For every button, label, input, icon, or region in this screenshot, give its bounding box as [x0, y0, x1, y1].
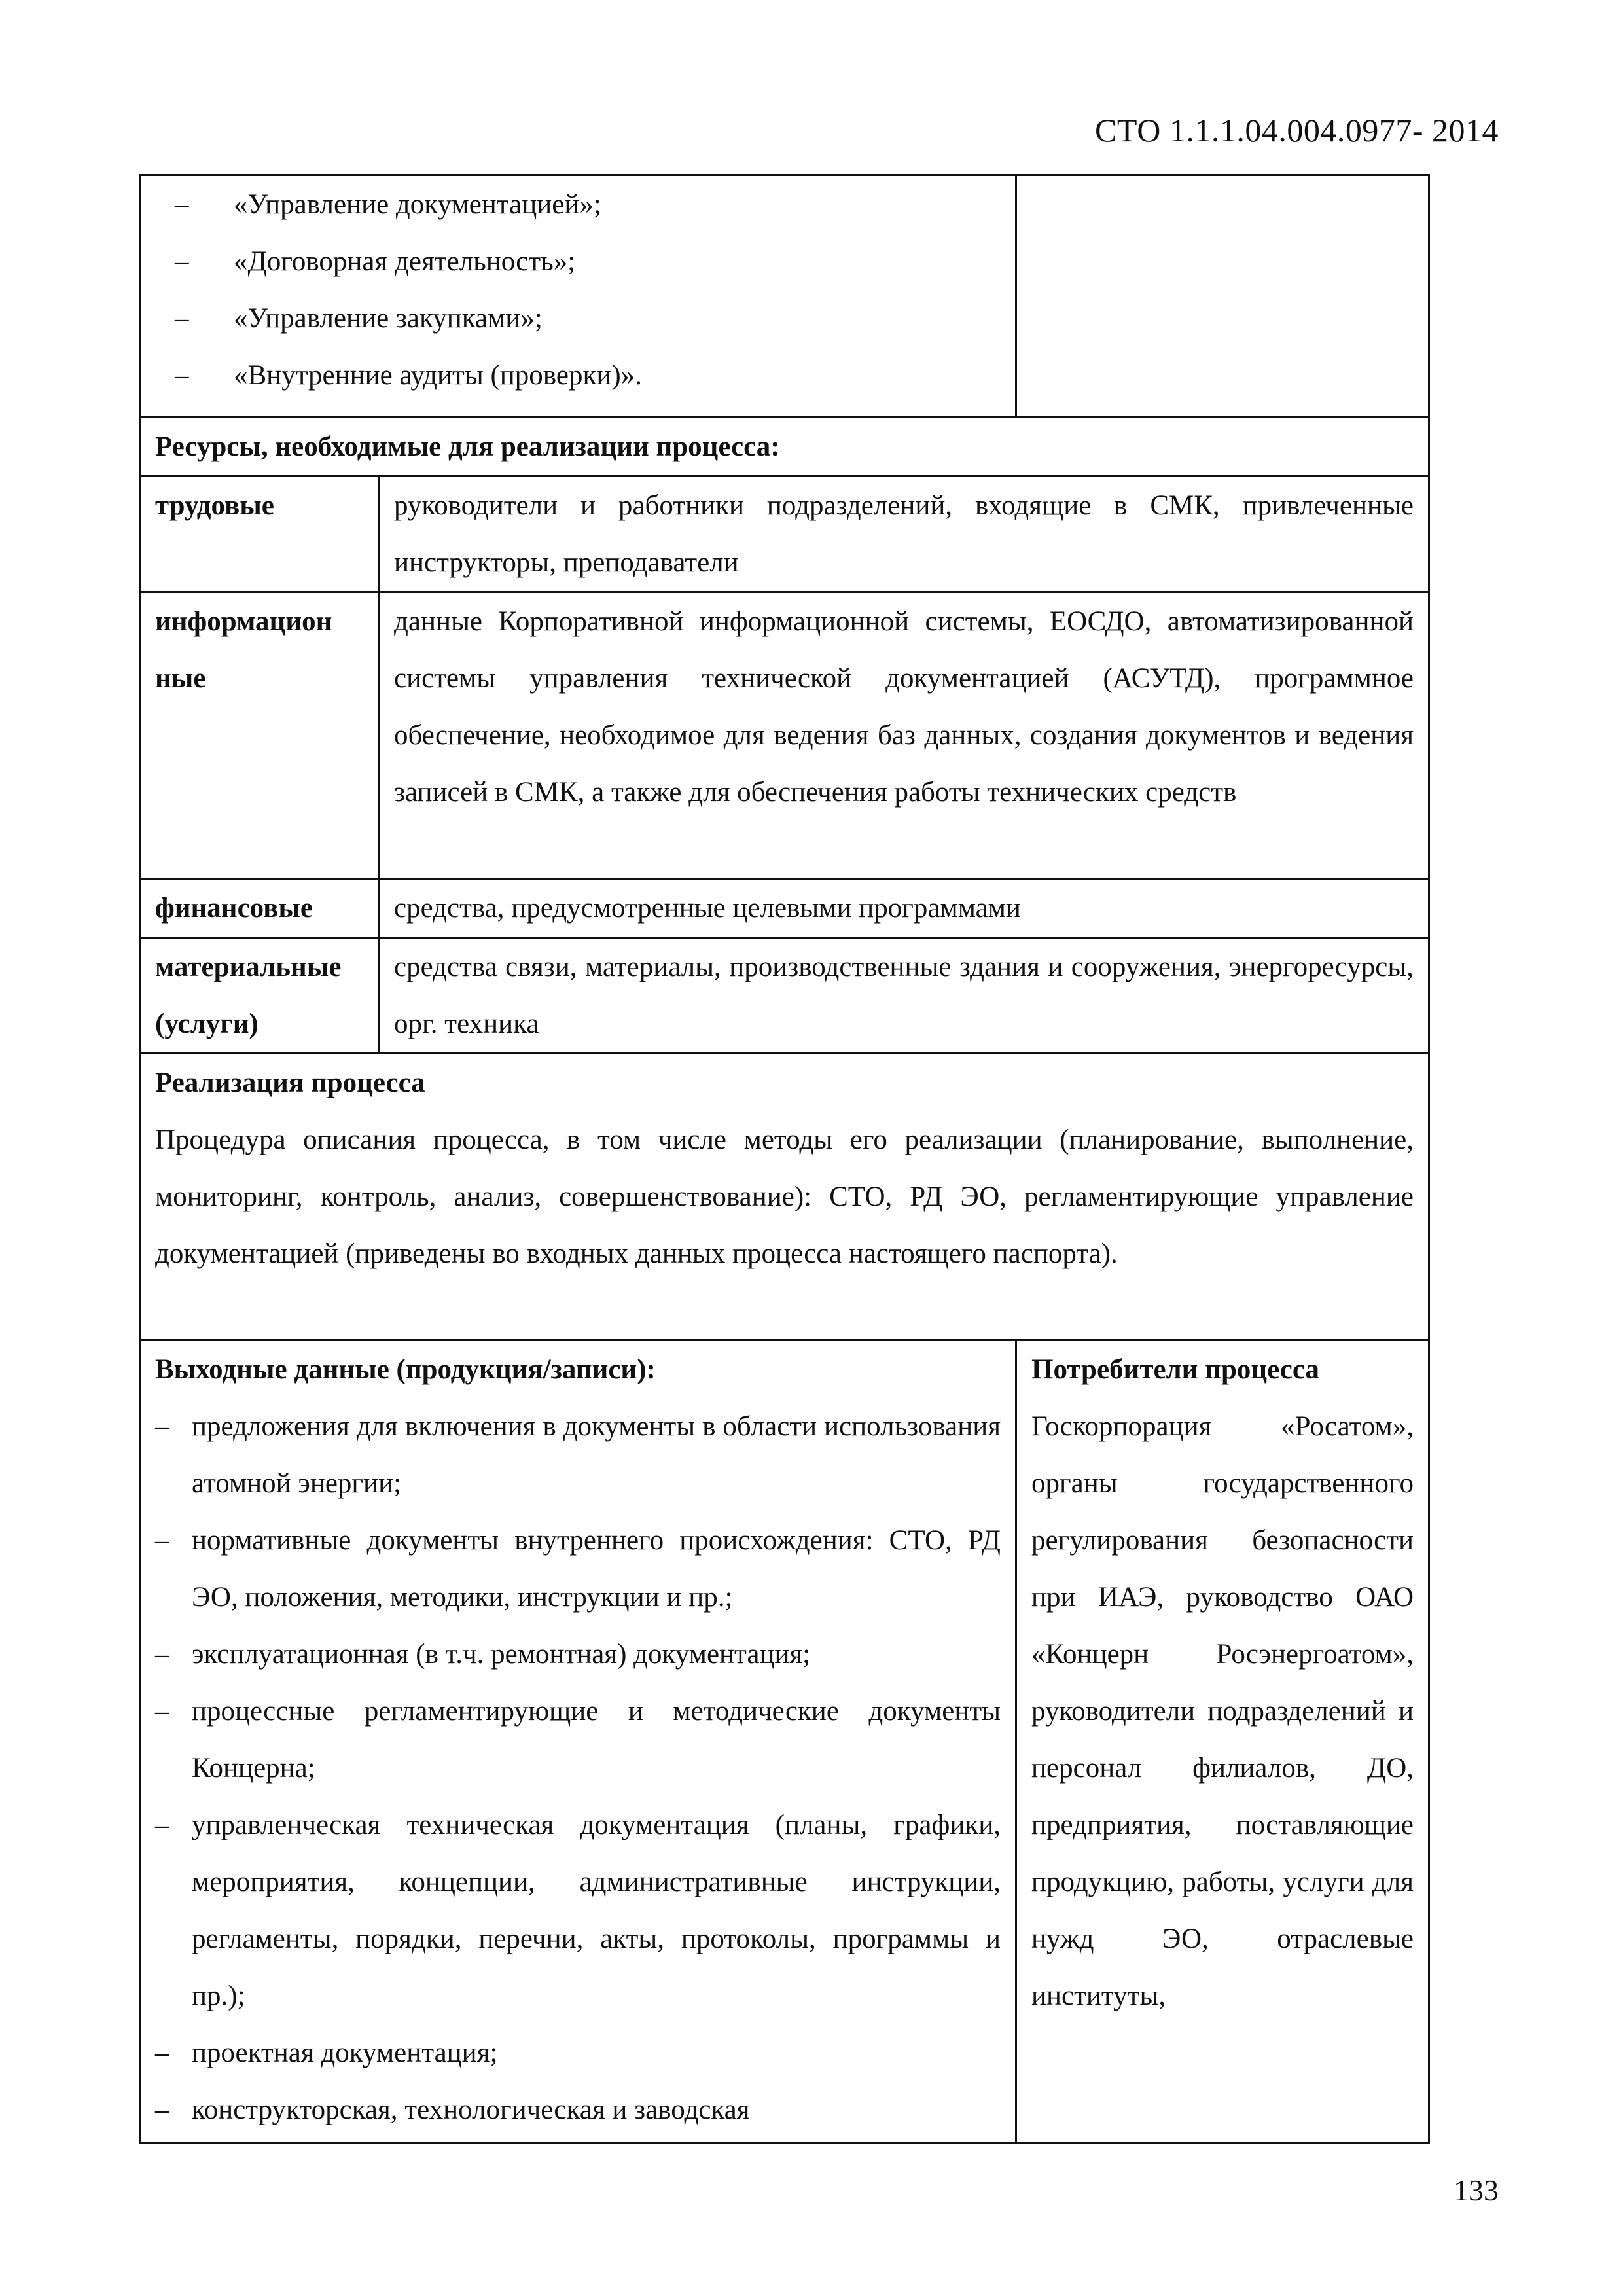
outputs-heading: Выходные данные (продукция/записи): — [155, 1354, 656, 1385]
document-code: СТО 1.1.1.04.004.0977- 2014 — [1095, 112, 1499, 149]
list-item: – «Управление закупками»; — [175, 303, 543, 334]
list-item: – управленческая техническая документация (планы, графики, мероприятия, концепции, административные инструкции, регламенты, порядки, перечни, акты, протоколы, программы и пр.); — [155, 1810, 1001, 2011]
labor-text: руководители и работники подразделений, входящие в СМК, привлеченные инструкторы, преподаватели — [379, 476, 1429, 592]
resources-heading: Ресурсы, необходимые для реализации процесса: — [140, 418, 1429, 476]
outputs-cell — [140, 1340, 1016, 2143]
top-list-cell — [140, 175, 1016, 418]
material-label: материальные (услуги) — [140, 938, 379, 1054]
labor-label: трудовые — [140, 476, 379, 592]
list-item: – процессные регламентирующие и методические документы Концерна; — [155, 1696, 1001, 1784]
consumers-text: Госкорпорация «Росатом», органы государственного регулирования безопасности при ИАЭ, руководство ОАО «Концерн Росэнергоатом», руководители подразделений и персонал филиалов, ДО, предприятия, поставляющие продукцию, работы, услуги для нужд ЭО, отраслевые институты, — [1031, 1411, 1414, 2011]
list-item: – «Управление документацией»; — [175, 189, 601, 220]
list-item: – эксплуатационная (в т.ч. ремонтная) документация; — [155, 1639, 811, 1670]
process-passport-table — [139, 174, 1430, 2144]
list-item: – конструкторская, технологическая и заводская — [155, 2094, 750, 2125]
finance-label: финансовые — [140, 879, 379, 938]
list-item: – проектная документация; — [155, 2037, 498, 2068]
material-text: средства связи, материалы, производственные здания и сооружения, энергоресурсы, орг. техника — [379, 938, 1429, 1054]
consumers-cell — [1016, 1340, 1429, 2143]
finance-text: средства, предусмотренные целевыми программами — [379, 879, 1429, 938]
top-list-row — [140, 175, 1429, 418]
list-item: – предложения для включения в документы в области использования атомной энергии; — [155, 1411, 1001, 1499]
page-number: 133 — [1454, 2174, 1499, 2207]
list-item: – «Внутренние аудиты (проверки)». — [175, 360, 642, 391]
consumers-heading: Потребители процесса — [1031, 1354, 1319, 1385]
info-text: данные Корпоративной информационной системы, ЕОСДО, автоматизированной системы управления технической документацией (АСУТД), программное обеспечение, необходимое для ведения баз данных, создания документов и ведения записей в СМК, а также для обеспечения работы технических средств — [379, 592, 1429, 879]
top-empty-cell — [1016, 175, 1429, 418]
implementation-text: Процедура описания процесса, в том числе методы его реализации (планирование, выполнение, мониторинг, контроль, анализ, совершенствование): СТО, РД ЭО, регламентирующие управление документацией (приведены во входных данных процесса настоящего паспорта). — [155, 1124, 1414, 1269]
list-item: – нормативные документы внутреннего происхождения: СТО, РД ЭО, положения, методики, инструкции и пр.; — [155, 1525, 1001, 1613]
list-item: – «Договорная деятельность»; — [175, 246, 576, 277]
info-label: информацион ные — [140, 592, 379, 879]
implementation-heading: Реализация процесса — [155, 1067, 425, 1098]
implementation-cell — [140, 1054, 1429, 1340]
